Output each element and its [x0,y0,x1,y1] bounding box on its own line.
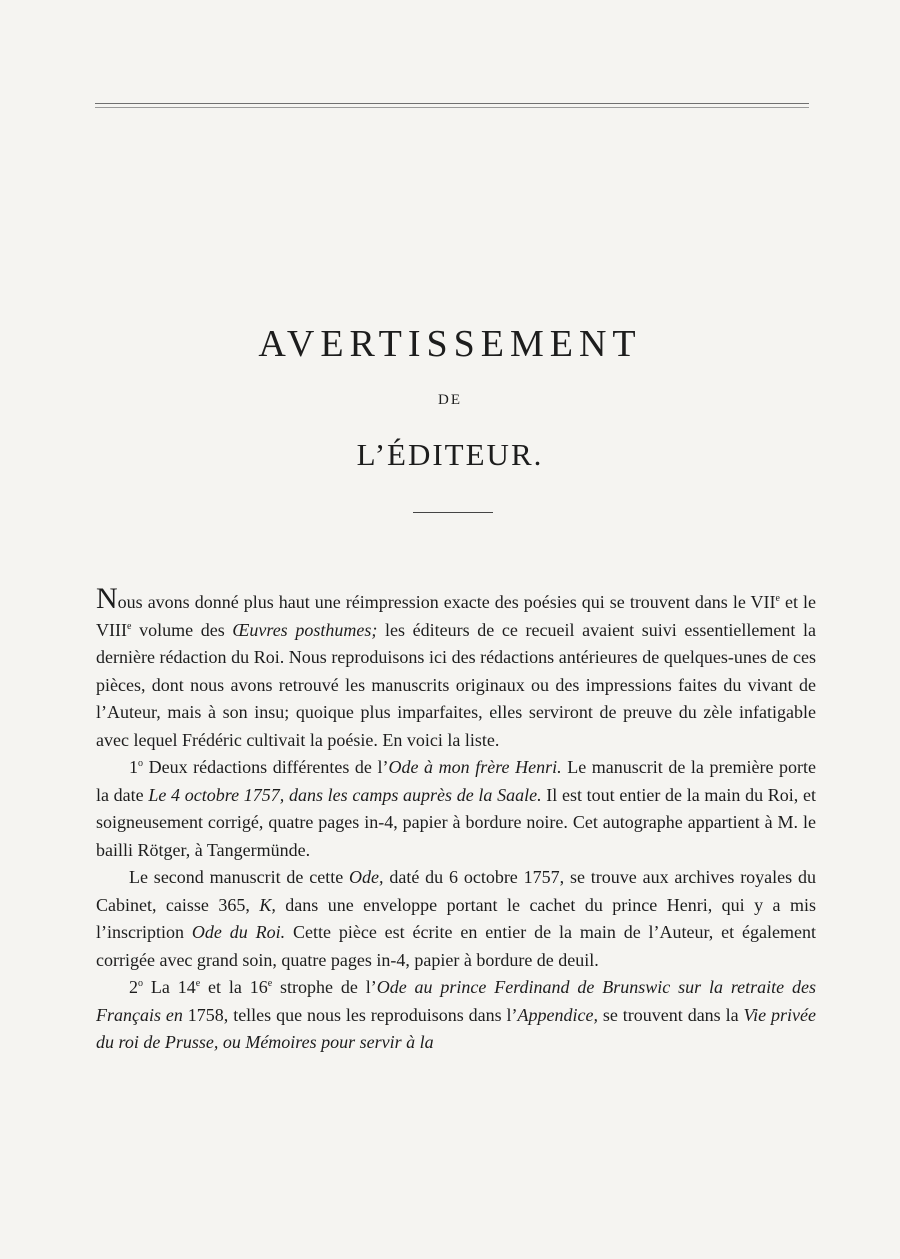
italic-text: Le 4 octobre 1757, dans les camps auprès de la Saale. [148,784,542,805]
text-run: se trouvent dans la [598,1004,744,1025]
text-run: Le second manuscrit de cette [129,867,350,887]
superscript: e [775,593,780,604]
text-run: Deux rédactions différentes de l’ [143,757,389,777]
text-run: Le manuscrit de la première porte la date [96,757,816,805]
drop-cap: N [96,582,118,615]
item-number: 1 [129,757,138,777]
paragraph-second-manuscript [96,864,816,974]
item-number: 2 [129,977,138,997]
italic-text: K, [259,894,276,915]
text-run: ous avons donné plus haut une réimpression exacte des poésies qui se trouvent dans le VII [117,592,776,612]
title-connector: DE [438,392,462,408]
italic-text: Ode du Roi. [191,922,286,942]
page-subtitle: L’ÉDITEUR. [356,437,544,472]
superscript: e [126,620,132,632]
italic-text: Œuvres posthumes; [232,619,378,640]
superscript: o [138,758,143,769]
italic-text: Ode au prince Ferdinand de Brunswic sur la retraite des Français en [96,977,817,1025]
text-run: dans une enveloppe portant le cachet du prince Henri, qui y a mis l’inscription [96,894,816,942]
body-text [96,584,816,1057]
paragraph-item-1 [96,754,816,864]
text-run: Cette pièce est écrite en entier de la main de l’Auteur, et également corrigée avec grand soin, quatre pages in-4, papier à bordure de deuil. [96,922,817,970]
italic-text: Appendice, [517,1004,599,1025]
title-divider [413,512,493,513]
text-run: 1758, telles que nous les reproduisons dans l’ [182,1004,518,1025]
text-run: Il est tout entier de la main du Roi, et soigneusement corrigé, quatre pages in-4, papier à bordure noire. Cet autographe appartient à M. le bailli Rötger, à Tangermünde. [96,784,816,860]
italic-text: Ode à mon frère Henri. [388,757,562,777]
text-run: les éditeurs de ce recueil avaient suivi essentiellement la dernière rédaction du Roi. Nous reproduisons ici des rédactions antérieures de quelques-unes de ces pièces, dont nous avons retrouvé les manuscrits originaux ou des impressions faites du vivant de l’Auteur, mais à son insu; quoique plus imparfaites, elles serviront de preuve du zèle infatigable avec lequel Frédéric cultivait la poésie. En voici la liste. [96,619,816,750]
text-run: daté du 6 octobre 1757, se trouve aux archives royales du Cabinet, caisse 365, [96,867,816,915]
text-run: La 14 [143,977,196,997]
superscript: o [138,978,143,989]
paragraph-item-2 [96,974,816,1057]
text-run: volume des [131,619,233,640]
page-title: AVERTISSEMENT [258,323,642,365]
italic-text: Ode, [349,867,384,887]
superscript: e [267,978,273,989]
text-run: et la 16 [200,977,268,997]
text-run: et le VIII [96,592,816,640]
paragraph-intro [96,584,816,754]
top-double-rule [95,103,809,108]
text-run: strophe de l’ [272,977,377,997]
superscript: e [195,978,201,989]
italic-text: Vie privée du roi de Prusse, ou Mémoires pour servir à la [96,1004,817,1052]
